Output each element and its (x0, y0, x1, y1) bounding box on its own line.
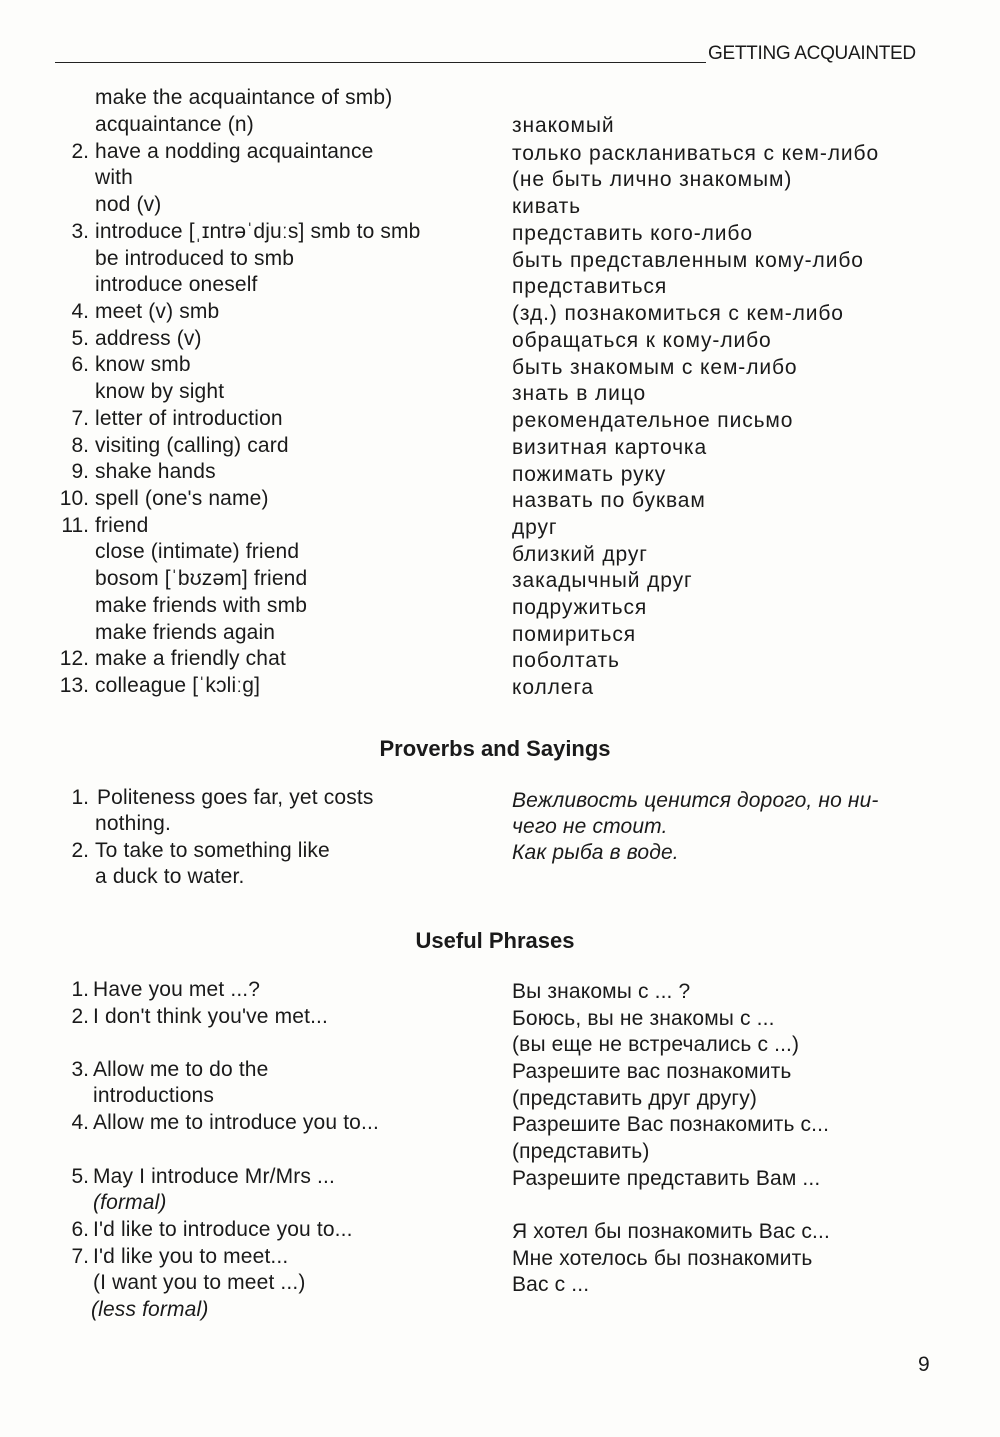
phrase-translation: Разрешите вас познакомить (512, 1060, 792, 1083)
vocab-term: nod (v) (95, 193, 162, 216)
vocab-translation: (не быть лично знакомым) (512, 168, 793, 191)
vocab-translation: назвать по буквам (512, 489, 706, 512)
proverb-number: 1. (71, 786, 89, 809)
phrase-translation: (представить друг другу) (512, 1087, 757, 1110)
phrase-translation: Разрешите представить Вам ... (512, 1167, 821, 1190)
vocab-translation: помириться (512, 623, 637, 646)
proverb-text: a duck to water. (95, 865, 245, 888)
phrase-text: I'd like to introduce you to... (93, 1218, 353, 1241)
vocab-number: 6. (71, 353, 89, 376)
vocab-number: 2. (71, 140, 89, 163)
proverb-translation: Вежливость ценится дорого, но ни- (512, 789, 879, 812)
phrase-translation: Мне хотелось бы познакомить (512, 1247, 813, 1270)
proverbs-heading: Proverbs and Sayings (379, 736, 611, 761)
vocab-term: make friends with smb (95, 594, 308, 617)
vocab-number: 4. (71, 300, 89, 323)
phrase-text: May I introduce Mr/Mrs ... (93, 1165, 335, 1188)
phrase-number: 4. (71, 1111, 89, 1134)
vocab-term: visiting (calling) card (95, 434, 289, 457)
vocab-term: colleague [ˈkɔliːg] (95, 674, 261, 697)
page-number: 9 (918, 1353, 930, 1376)
vocab-translation: рекомендательное письмо (512, 409, 794, 432)
vocab-term: close (intimate) friend (95, 540, 300, 563)
vocab-number: 11. (61, 514, 89, 537)
phrase-text: Allow me to introduce you to... (93, 1111, 379, 1134)
vocab-translation: только раскланиваться с кем-либо (512, 142, 880, 165)
vocab-term: know by sight (95, 380, 225, 403)
vocab-term: letter of introduction (95, 407, 283, 430)
vocab-number: 9. (71, 460, 89, 483)
vocab-translation: поболтать (512, 649, 620, 672)
vocab-number: 12. (59, 647, 89, 670)
vocab-translation: близкий друг (512, 543, 648, 566)
vocab-translation: знать в лицо (512, 382, 647, 405)
phrase-text: Allow me to do the (93, 1058, 269, 1081)
vocab-number: 5. (71, 327, 89, 350)
vocab-translation: быть представленным кому-либо (512, 249, 864, 272)
vocab-term: address (v) (95, 327, 202, 350)
vocab-term: shake hands (95, 460, 216, 483)
phrase-number: 5. (71, 1165, 89, 1188)
proverb-translation: чего не стоит. (512, 815, 668, 838)
vocab-translation: закадычный друг (512, 569, 693, 592)
phrase-number: 3. (71, 1058, 89, 1081)
vocab-term: be introduced to smb (95, 247, 295, 270)
phrase-text: I don't think you've met... (93, 1005, 329, 1028)
running-header: GETTING ACQUAINTED (708, 43, 916, 64)
vocab-translation: коллега (512, 676, 595, 699)
vocab-translation: (зд.) познакомиться с кем-либо (512, 302, 844, 325)
vocab-term: introduce [ˌɪntrəˈdjuːs] smb to smb (95, 220, 421, 243)
proverb-translation: Как рыба в воде. (512, 841, 679, 864)
proverb-text: To take to something like (95, 839, 330, 862)
header-rule (55, 62, 706, 63)
phrase-register-note: (less formal) (91, 1298, 209, 1321)
vocab-translation: обращаться к кому-либо (512, 329, 772, 352)
phrase-translation: Разрешите Вас познакомить с... (512, 1113, 830, 1136)
vocab-number: 13. (59, 674, 89, 697)
phrases-heading: Useful Phrases (415, 928, 575, 953)
vocab-term: spell (one's name) (95, 487, 269, 510)
vocab-term: know smb (95, 353, 191, 376)
proverb-text: nothing. (95, 812, 171, 835)
vocab-translation: пожимать руку (512, 463, 667, 486)
phrase-translation: Боюсь, вы не знакомы с ... (512, 1007, 775, 1030)
vocab-number: 10. (59, 487, 89, 510)
phrase-translation: Вы знакомы с ... ? (512, 980, 691, 1003)
phrase-translation: Я хотел бы познакомить Вас с... (512, 1220, 830, 1243)
vocab-translation: представить кого-либо (512, 222, 753, 245)
phrase-number: 1. (71, 978, 89, 1001)
phrase-number: 6. (71, 1218, 89, 1241)
vocab-number: 8. (71, 434, 89, 457)
vocab-term: have a nodding acquaintance (95, 140, 374, 163)
phrase-translation: Вас с ... (512, 1273, 590, 1296)
vocab-term: introduce oneself (95, 273, 258, 296)
vocab-term: bosom [ˈbʊzəm] friend (95, 567, 308, 590)
phrase-translation: (представить) (512, 1140, 650, 1163)
proverb-text: Politeness goes far, yet costs (97, 786, 374, 809)
vocab-translation: друг (512, 516, 558, 539)
vocab-term: acquaintance (n) (95, 113, 254, 136)
phrase-text: Have you met ...? (93, 978, 261, 1001)
vocab-translation: представиться (512, 275, 668, 298)
vocab-translation: кивать (512, 195, 582, 218)
vocab-translation: знакомый (512, 114, 615, 137)
phrase-translation: (вы еще не встречались с ...) (512, 1033, 800, 1056)
proverb-number: 2. (71, 839, 89, 862)
vocab-number: 3. (71, 220, 89, 243)
phrase-number: 2. (71, 1005, 89, 1028)
phrase-text: I'd like you to meet... (93, 1245, 289, 1268)
vocab-translation: подружиться (512, 596, 648, 619)
phrase-text: introductions (93, 1084, 215, 1107)
vocab-translation: визитная карточка (512, 436, 708, 459)
vocab-term: make the acquaintance of smb) (95, 86, 393, 109)
phrase-number: 7. (71, 1245, 89, 1268)
vocab-number: 7. (71, 407, 89, 430)
phrase-register-note: (formal) (93, 1191, 167, 1214)
vocab-term: with (95, 166, 133, 189)
phrase-text: (I want you to meet ...) (93, 1271, 306, 1294)
vocab-translation: быть знакомым с кем-либо (512, 356, 798, 379)
vocab-term: meet (v) smb (95, 300, 220, 323)
vocab-term: make friends again (95, 621, 276, 644)
vocab-term: make a friendly chat (95, 647, 286, 670)
vocab-term: friend (95, 514, 149, 537)
